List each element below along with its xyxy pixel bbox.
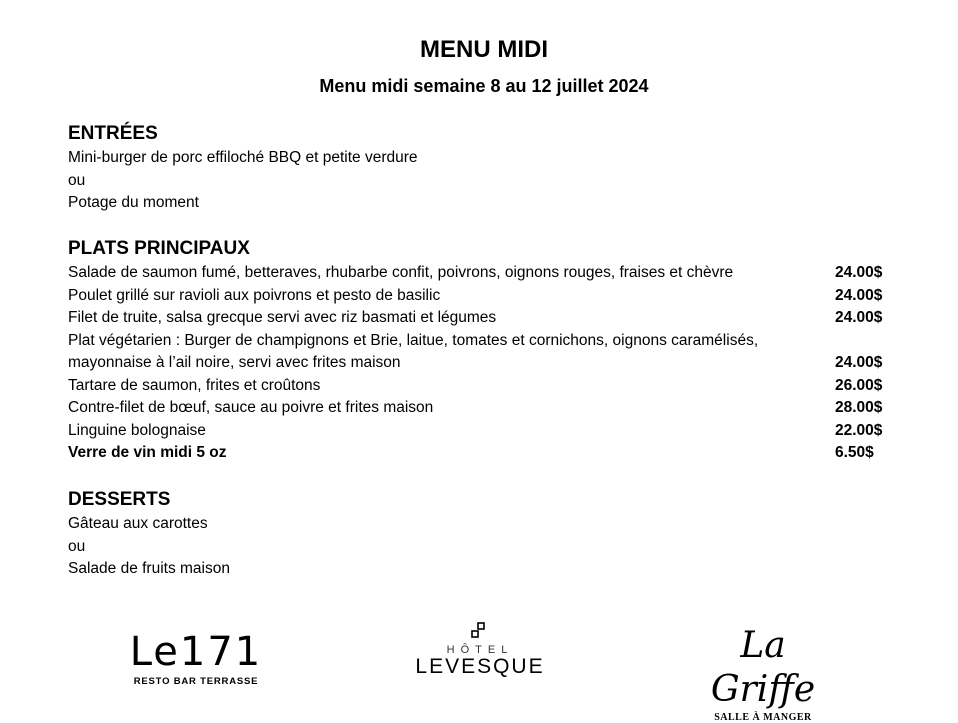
item-price: 24.00$ <box>835 309 883 326</box>
item-name: Linguine bolognaise <box>68 421 206 439</box>
page-title: MENU MIDI <box>420 36 548 63</box>
menu-item <box>68 397 898 420</box>
menu-line: Gâteau aux carottes <box>68 515 208 532</box>
menu-item <box>68 330 898 353</box>
item-price: 24.00$ <box>835 354 883 371</box>
menu-item <box>68 285 898 308</box>
hotel-logo-top: HÔTEL <box>446 644 514 656</box>
hotel-logo-name: LEVESQUE <box>415 655 545 678</box>
section-desserts <box>68 487 898 581</box>
section-heading: PLATS PRINCIPAUX <box>68 238 250 259</box>
section-heading: ENTRÉES <box>68 123 158 144</box>
menu-item <box>68 262 898 285</box>
footer-logos <box>0 620 958 723</box>
item-name: Tartare de saumon, frites et croûtons <box>68 376 321 394</box>
item-price: 6.50$ <box>835 444 874 461</box>
menu-item <box>68 375 898 398</box>
item-price: 24.00$ <box>835 286 883 304</box>
item-name: mayonnaise à l’ail noire, servi avec frites maison <box>68 354 401 371</box>
section-plats <box>68 236 898 465</box>
menu-line: Salade de fruits maison <box>68 560 230 577</box>
le171-logo <box>120 629 272 687</box>
item-name: Salade de saumon fumé, betteraves, rhubarbe confit, poivrons, oignons rouges, fraises et chèvre <box>68 264 734 281</box>
item-name: Contre-filet de bœuf, sauce au poivre et frites maison <box>68 399 434 416</box>
section-entrees <box>68 121 898 215</box>
hotel-levesque-logo <box>410 622 550 678</box>
hotel-squares-icon <box>466 622 494 644</box>
item-name: Plat végétarien : Burger de champignons et Brie, laitue, tomates et cornichons, oignons caramélisés, <box>68 331 759 349</box>
item-price: 28.00$ <box>835 399 883 416</box>
section-heading: DESSERTS <box>68 489 171 510</box>
item-price: 24.00$ <box>835 264 883 281</box>
la-griffe-logo-name: La Griffe <box>710 625 816 710</box>
menu-item <box>68 420 898 443</box>
menu-item <box>68 442 898 465</box>
item-price: 26.00$ <box>835 376 883 394</box>
la-griffe-logo-tagline: SALLE À MANGER <box>714 712 812 723</box>
item-name: Filet de truite, salsa grecque servi avec riz basmati et légumes <box>68 309 497 326</box>
item-name: Poulet grillé sur ravioli aux poivrons et pesto de basilic <box>68 286 441 304</box>
menu-item <box>68 307 898 330</box>
item-price: 22.00$ <box>835 421 883 439</box>
item-name: Verre de vin midi 5 oz <box>68 444 227 461</box>
la-griffe-logo <box>688 624 838 723</box>
menu-line: Mini-burger de porc effiloché BBQ et petite verdure <box>68 149 418 166</box>
le171-logo-name: Le171 <box>129 629 263 675</box>
menu-item <box>68 352 898 375</box>
menu-line: ou <box>68 171 86 189</box>
menu-line: ou <box>68 537 86 555</box>
page-subtitle: Menu midi semaine 8 au 12 juillet 2024 <box>319 76 649 96</box>
menu-line: Potage du moment <box>68 194 199 211</box>
le171-logo-tagline: RESTO BAR TERRASSE <box>133 676 259 687</box>
